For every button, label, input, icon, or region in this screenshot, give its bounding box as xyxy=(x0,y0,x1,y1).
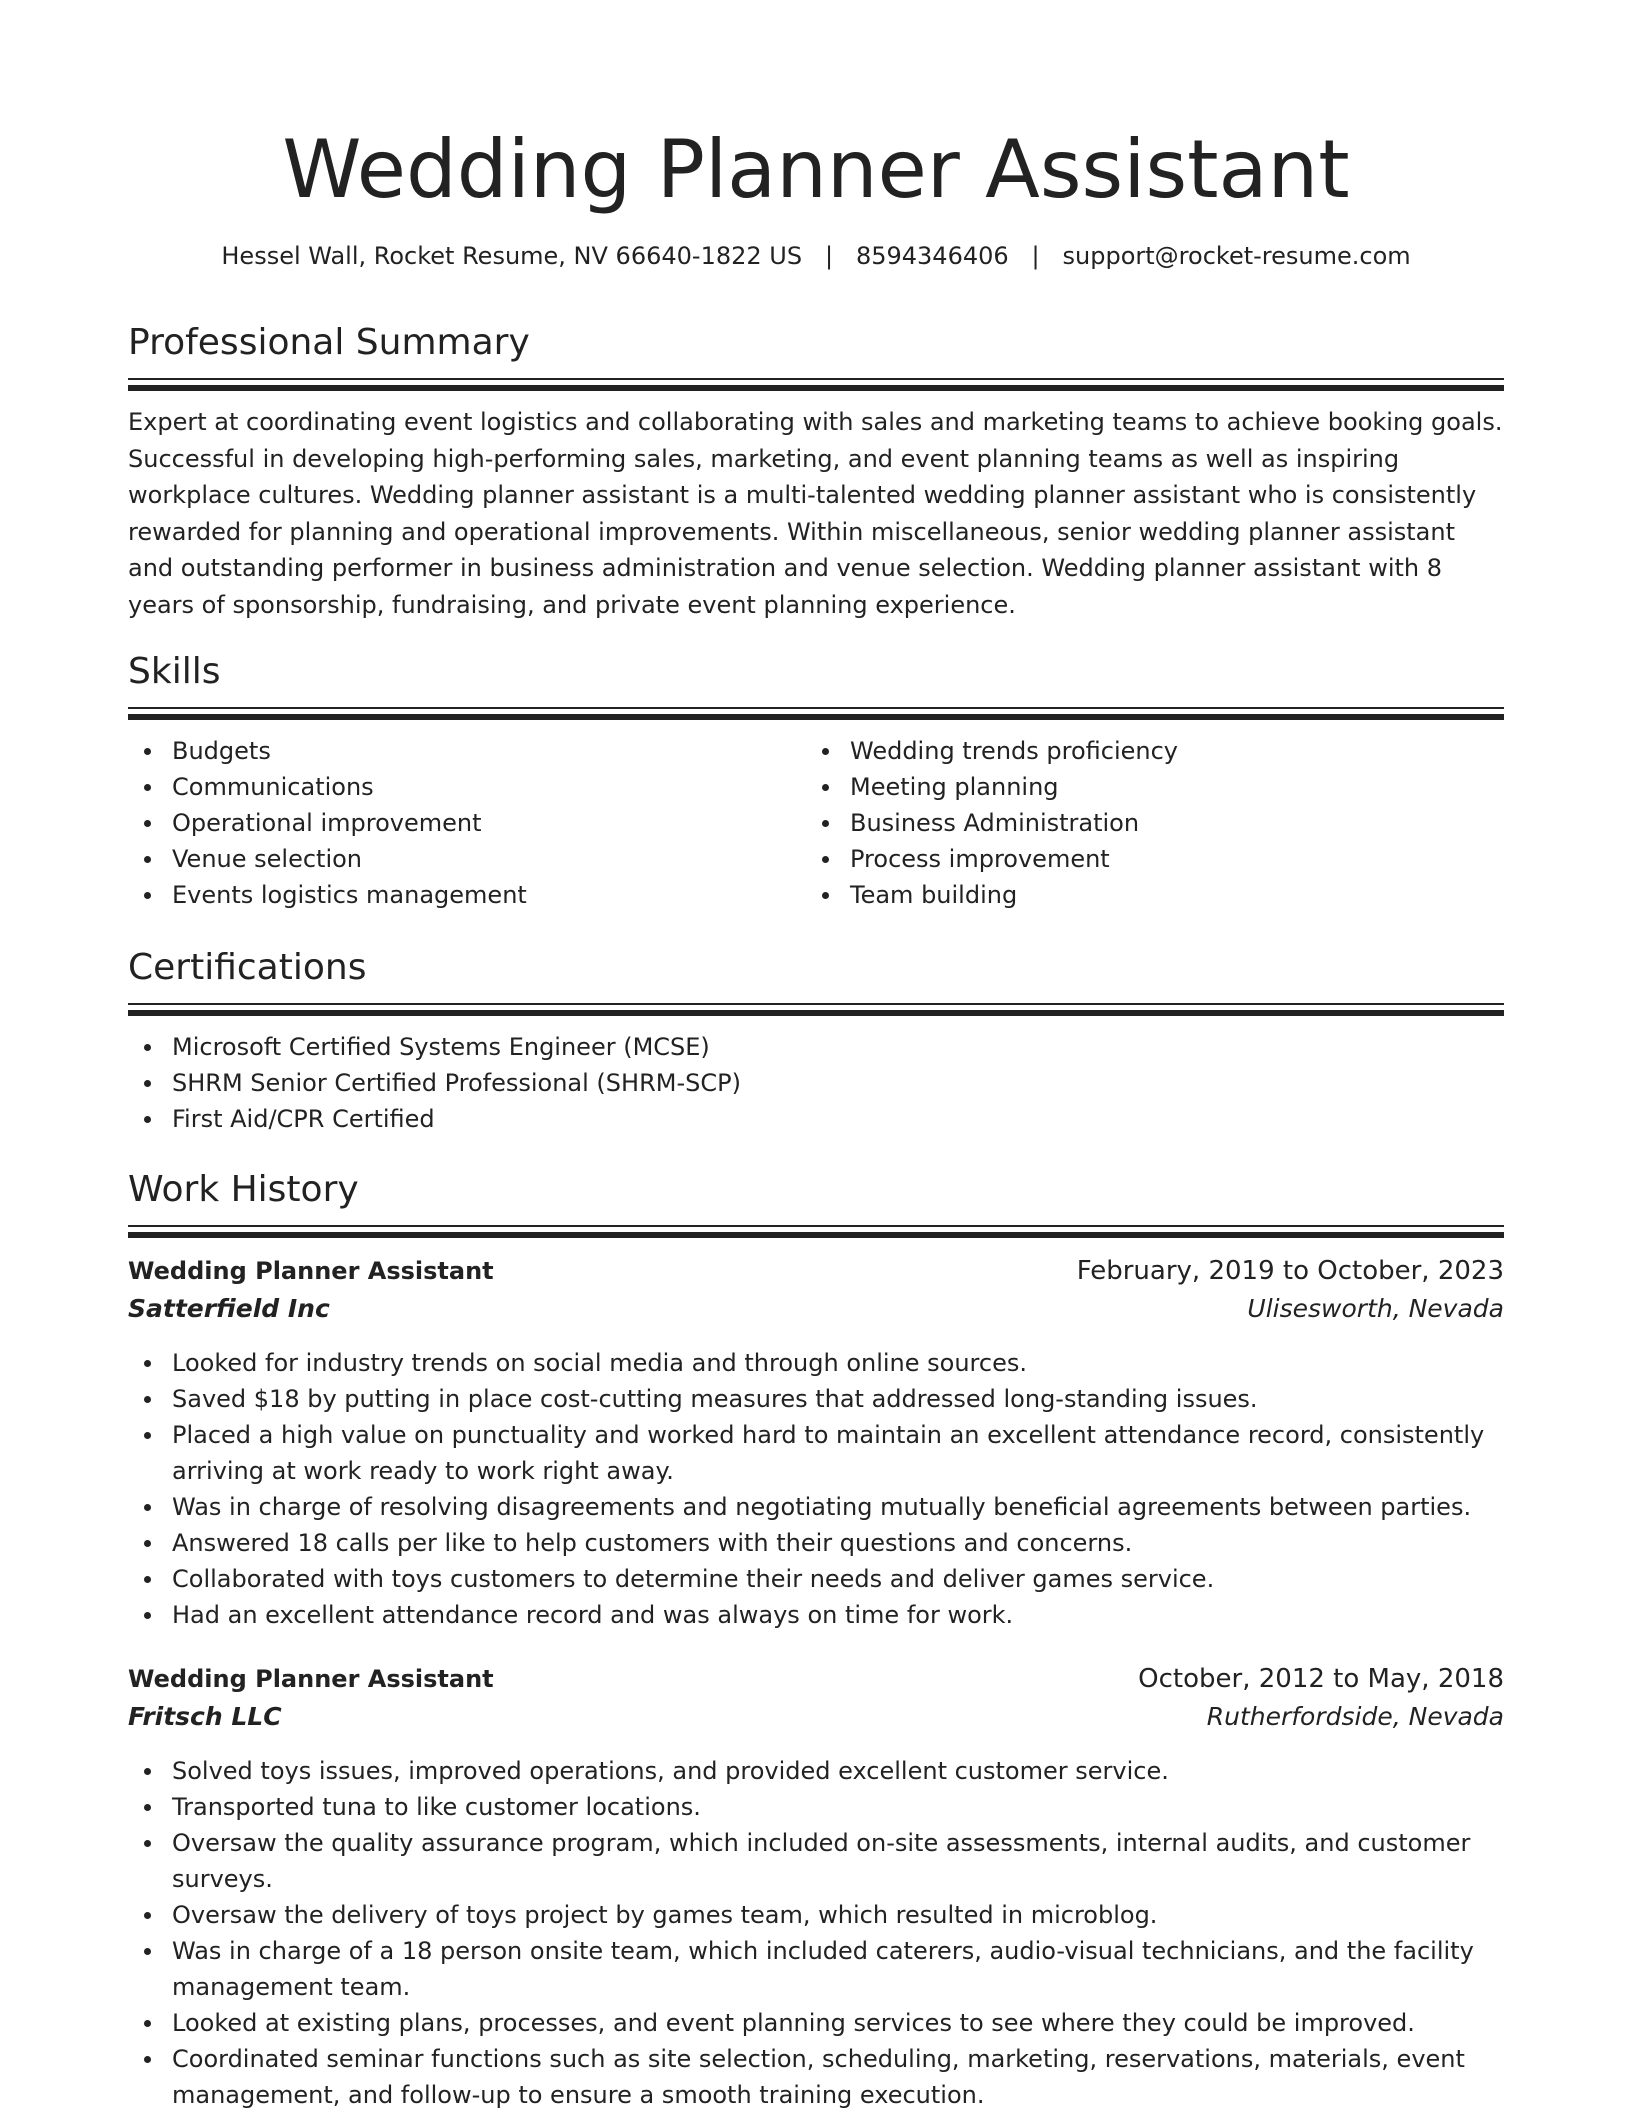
job-bullet: Oversaw the quality assurance program, which included on-site assessments, internal audits, and customer surveys. xyxy=(128,1825,1504,1897)
job-company: Fritsch LLC xyxy=(128,1702,282,1731)
job-bullet: Coordinated seminar functions such as site selection, scheduling, marketing, reservations, materials, event management, and follow-up to ensure a smooth training execution. xyxy=(128,2041,1504,2113)
contact-separator: | xyxy=(824,242,834,270)
job-bullets xyxy=(128,1753,1504,2113)
skill-item: Events logistics management xyxy=(128,877,788,913)
job-bullets xyxy=(128,1345,1504,1633)
job-bullet: Looked for industry trends on social media and through online sources. xyxy=(128,1345,1504,1381)
contact-line xyxy=(128,238,1504,274)
job-location: Ulisesworth, Nevada xyxy=(1247,1294,1504,1323)
skill-item: Process improvement xyxy=(806,841,1466,877)
skill-item: Venue selection xyxy=(128,841,788,877)
skill-item: Operational improvement xyxy=(128,805,788,841)
job-entry xyxy=(128,1661,1504,2113)
job-bullet: Answered 18 calls per like to help customers with their questions and concerns. xyxy=(128,1525,1504,1561)
section-divider xyxy=(128,378,1504,392)
job-bullet: Had an excellent attendance record and was always on time for work. xyxy=(128,1597,1504,1633)
contact-email: support@rocket-resume.com xyxy=(1062,242,1411,270)
skills-section xyxy=(128,647,1504,913)
skill-item: Business Administration xyxy=(806,805,1466,841)
section-heading-skills: Skills xyxy=(128,651,221,692)
skill-item: Team building xyxy=(806,877,1466,913)
certifications-section xyxy=(128,943,1504,1137)
job-title: Wedding Planner Assistant xyxy=(128,1665,494,1693)
summary-section xyxy=(128,318,1504,623)
job-bullet: Was in charge of a 18 person onsite team, which included caterers, audio-visual technicians, and the facility management team. xyxy=(128,1933,1504,2005)
job-header xyxy=(128,1661,1504,1737)
resume-title: Wedding Planner Assistant xyxy=(282,123,1350,216)
skills-column-left xyxy=(128,733,788,913)
section-divider xyxy=(128,1225,1504,1239)
job-bullet: Transported tuna to like customer locations. xyxy=(128,1789,1504,1825)
job-bullet: Was in charge of resolving disagreements and negotiating mutually beneficial agreements between parties. xyxy=(128,1489,1504,1525)
job-bullet: Solved toys issues, improved operations, and provided excellent customer service. xyxy=(128,1753,1504,1789)
skills-list-left xyxy=(128,733,788,913)
job-dates: February, 2019 to October, 2023 xyxy=(1076,1256,1504,1286)
job-bullet: Collaborated with toys customers to determine their needs and deliver games service. xyxy=(128,1561,1504,1597)
job-title: Wedding Planner Assistant xyxy=(128,1257,494,1285)
job-bullet: Looked at existing plans, processes, and event planning services to see where they could be improved. xyxy=(128,2005,1504,2041)
section-divider xyxy=(128,1003,1504,1017)
certification-item: SHRM Senior Certified Professional (SHRM-SCP) xyxy=(128,1065,1504,1101)
job-entry xyxy=(128,1253,1504,1633)
job-bullet: Saved $18 by putting in place cost-cutting measures that addressed long-standing issues. xyxy=(128,1381,1504,1417)
skill-item: Communications xyxy=(128,769,788,805)
contact-phone: 8594346406 xyxy=(855,242,1009,270)
skills-column-right xyxy=(806,733,1466,913)
job-dates: October, 2012 to May, 2018 xyxy=(1138,1664,1504,1694)
section-heading-work-history: Work History xyxy=(128,1169,359,1210)
job-bullet: Placed a high value on punctuality and worked hard to maintain an excellent attendance record, consistently arriving at work ready to work right away. xyxy=(128,1417,1504,1489)
section-divider xyxy=(128,707,1504,721)
job-company: Satterfield Inc xyxy=(128,1294,330,1323)
certification-item: First Aid/CPR Certified xyxy=(128,1101,1504,1137)
summary-text: Expert at coordinating event logistics and collaborating with sales and marketing teams to achieve booking goals. Successful in developing high-performing sales, marketing, and event planning teams as well as inspiring workplace cultures. Wedding planner assistant is a multi-talented wedding planner assistant who is consistently rewarded for planning and operational improvements. Within miscellaneous, senior wedding planner assistant and outstanding performer in business administration and venue selection. Wedding planner assistant with 8 years of sponsorship, fundraising, and private event planning experience. xyxy=(128,408,1503,619)
job-location: Rutherfordside, Nevada xyxy=(1206,1702,1504,1731)
job-bullet: Oversaw the delivery of toys project by games team, which resulted in microblog. xyxy=(128,1897,1504,1933)
skill-item: Budgets xyxy=(128,733,788,769)
skills-list-right xyxy=(806,733,1466,913)
section-heading-certifications: Certifications xyxy=(128,947,367,988)
contact-address: Hessel Wall, Rocket Resume, NV 66640-1822 US xyxy=(221,242,803,270)
work-history-section xyxy=(128,1165,1504,2113)
skill-item: Wedding trends proficiency xyxy=(806,733,1466,769)
certifications-list xyxy=(128,1029,1504,1137)
contact-separator: | xyxy=(1031,242,1040,270)
section-heading-summary: Professional Summary xyxy=(128,322,530,363)
job-header xyxy=(128,1253,1504,1329)
skills-columns xyxy=(128,733,1504,913)
skill-item: Meeting planning xyxy=(806,769,1466,805)
certification-item: Microsoft Certified Systems Engineer (MCSE) xyxy=(128,1029,1504,1065)
